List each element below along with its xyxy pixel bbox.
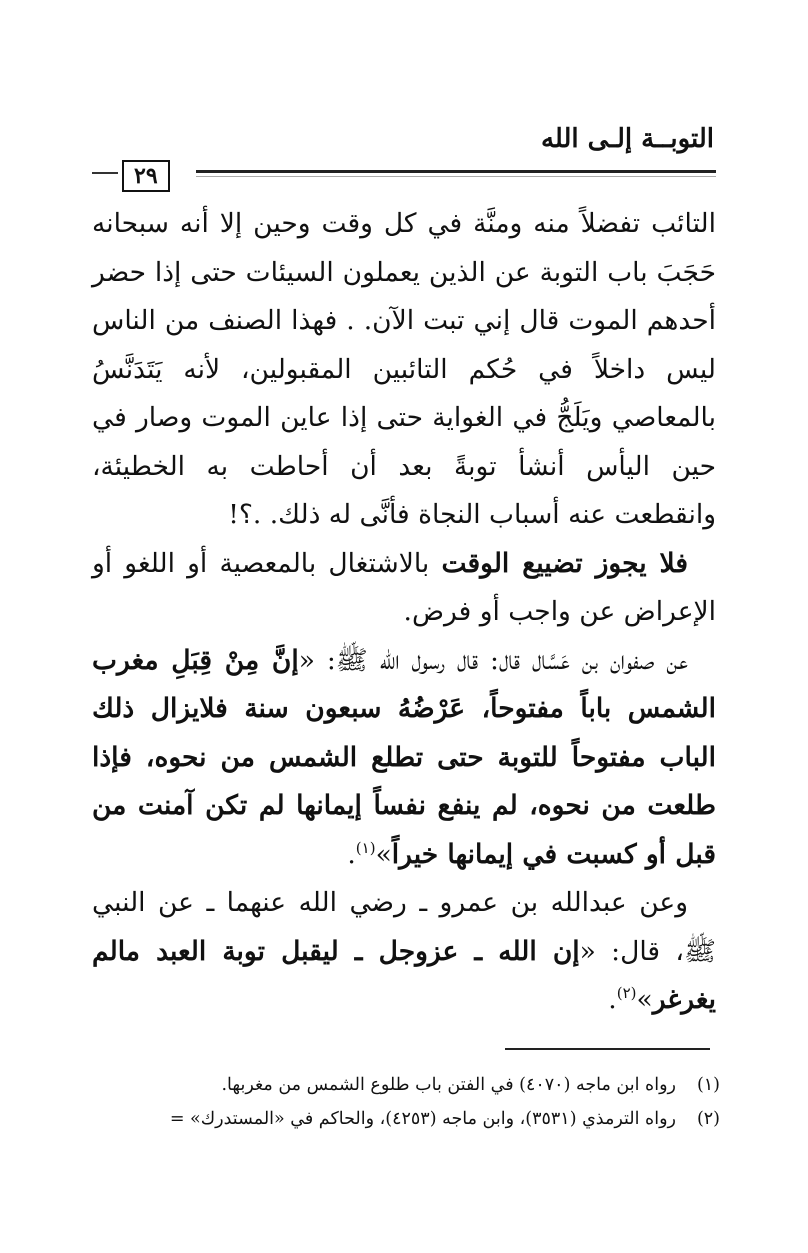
- paragraph-2: [92, 540, 716, 637]
- footnote-text: رواه الترمذي (٣٥٣١)، وابن ماجه (٤٢٥٣)، والحاكم في «المستدرك» =: [169, 1109, 676, 1129]
- paragraph-4-end: .: [608, 984, 617, 1015]
- body-text: [92, 200, 716, 1025]
- header-rule-left: [92, 172, 118, 174]
- paragraph-4-hadith-text: إن الله ـ عزوجل ـ ليقبل توبة العبد مالم يغرغر: [92, 935, 716, 1015]
- paragraph-3-close-quote: »: [375, 838, 392, 870]
- paragraph-4-close-quote: »: [636, 984, 653, 1015]
- footnote-1: [80, 1068, 720, 1102]
- paragraph-1: [92, 200, 716, 540]
- footnote-ref-2[interactable]: (٢): [616, 984, 637, 1003]
- paragraph-1-text: التائب تفضلاً منه ومنَّة في كل وقت وحين إلا أنه سبحانه حَجَبَ باب التوبة عن الذين يعملون السيئات حتى إذا حضر أحدهم الموت قال إني تبت الآن. . فهذا الصنف من الناس ليس داخلاً في حُكم التائبين المقبولين، لأنه يَتَدَنَّسُ بالمعاصي ويَلَجُّ في الغواية حتى إذا عاين الموت وصار في حين اليأس أنشأ توبةً بعد أن أحاطت به الخطيئة، وانقطعت عنه أسباب النجاة فأنَّى له ذلك. .؟!: [92, 208, 716, 530]
- paragraph-4-intro: وعن عبدالله بن عمرو ـ رضي الله عنهما ـ عن النبي ﷺ، قال: «: [92, 887, 716, 967]
- paragraph-3-hadith-text: إنَّ مِنْ قِبَلِ مغرب الشمس باباً مفتوحاً، عَرْضُهُ سبعون سنة فلايزال ذلك الباب مفتوحاً للتوبة حتى تطلع الشمس من نحوه، فإذا طلعت من نحوه، لم ينفع نفساً إيمانها لم تكن آمنت من قبل أو كسبت في إيمانها خيراً: [92, 644, 716, 870]
- page-number: ٢٩: [122, 160, 170, 192]
- paragraph-2-bold: فلا يجوز تضييع الوقت: [441, 547, 688, 579]
- footnote-number: (٢): [696, 1109, 720, 1129]
- paragraph-3-end: .: [347, 838, 356, 870]
- paragraph-3-intro: عن صفوان بن عَسَّال قال: قال رسول الله ﷺ: «: [298, 644, 688, 676]
- header-rule-thin: [196, 176, 716, 177]
- footnote-number: (١): [696, 1075, 720, 1095]
- paragraph-4-hadith: [92, 879, 716, 1025]
- header-rule: [196, 170, 716, 173]
- running-title: التوبــة إلـى الله: [540, 124, 714, 154]
- page-header: [92, 120, 716, 190]
- paragraph-2-text: بالاشتغال بالمعصية أو اللغو أو الإعراض عن واجب أو فرض.: [92, 547, 716, 627]
- footnote-text: رواه ابن ماجه (٤٠٧٠) في الفتن باب طلوع الشمس من مغربها.: [221, 1075, 676, 1095]
- paragraph-3-hadith: [92, 637, 716, 880]
- footnote-2: [80, 1102, 720, 1136]
- footnote-ref-1[interactable]: (١): [355, 838, 376, 857]
- footnote-divider: [505, 1048, 710, 1050]
- footnotes: [80, 1068, 720, 1136]
